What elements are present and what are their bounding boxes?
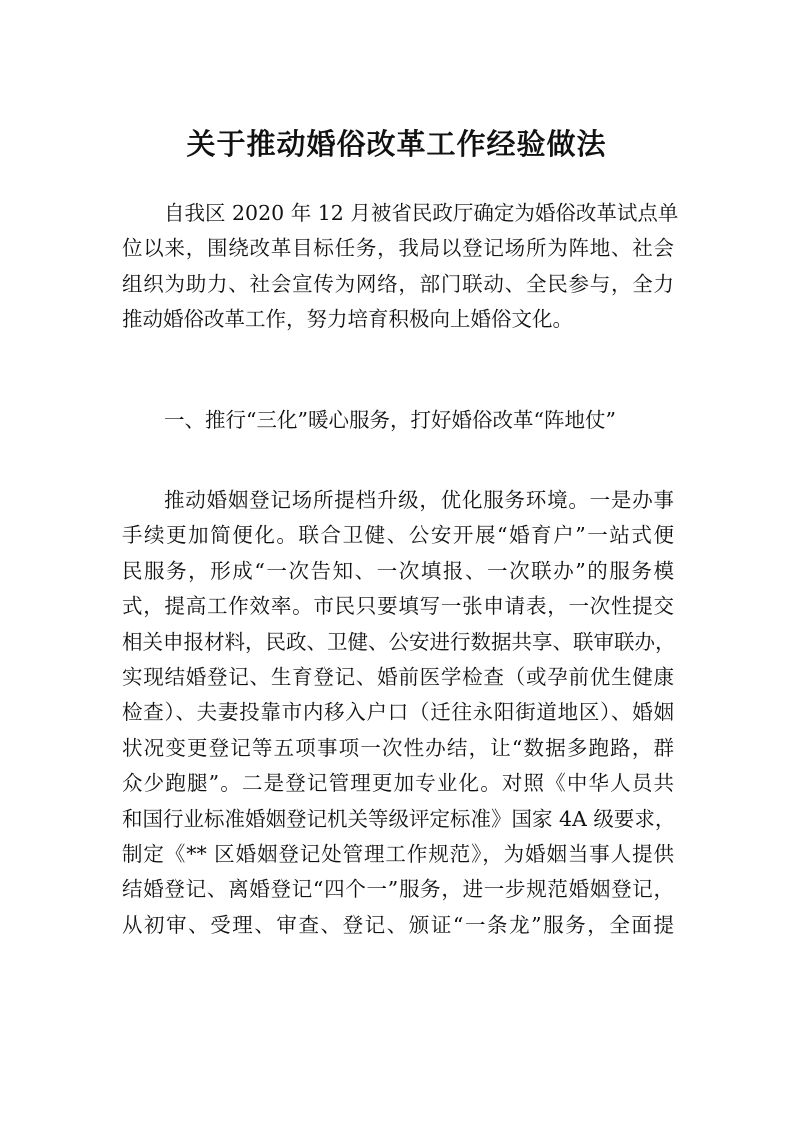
document-title: 关于推动婚俗改革工作经验做法 <box>186 127 607 161</box>
intro-paragraph <box>122 196 679 338</box>
paragraph-line: 相关申报材料，民政、卫健、公安进行数据共享、联审联办， <box>122 629 676 654</box>
paragraph-line: 组织为助力、社会宣传为网络，部门联动、全民参与，全力 <box>122 271 674 296</box>
paragraph-line: 推动婚俗改革工作，努力培育积极向上婚俗文化。 <box>122 307 573 332</box>
body-paragraph <box>122 483 674 943</box>
paragraph-line: 和国行业标准婚姻登记机关等级评定标准》国家 4A 级要求， <box>122 806 676 831</box>
paragraph-line: 结婚登记、离婚登记“四个一”服务，进一步规范婚姻登记， <box>122 877 674 902</box>
paragraph-line: 民服务，形成“一次告知、一次填报、一次联办”的服务模 <box>122 558 674 583</box>
section-heading-text: 一、推行“三化”暖心服务，打好婚俗改革“阵地仗” <box>164 408 616 432</box>
paragraph-line: 从初审、受理、审查、登记、颁证“一条龙”服务，全面提 <box>122 912 674 937</box>
paragraph-line: 实现结婚登记、生育登记、婚前医学检查（或孕前优生健康 <box>122 664 674 689</box>
paragraph-line: 位以来，围绕改革目标任务，我局以登记场所为阵地、社会 <box>122 236 674 261</box>
section-heading <box>164 403 674 438</box>
paragraph-line: 式，提高工作效率。市民只要填写一张申请表，一次性提交 <box>122 594 674 619</box>
paragraph-line: 状况变更登记等五项事项一次性办结，让“数据多跑路，群 <box>122 735 674 760</box>
paragraph-line: 手续更加简便化。联合卫健、公安开展“婚育户”一站式便 <box>122 523 674 548</box>
paragraph-line: 制定《** 区婚姻登记处管理工作规范》，为婚姻当事人提供 <box>122 841 674 866</box>
paragraph-line: 检查）、夫妻投靠市内移入户口（迁往永阳街道地区）、婚姻 <box>122 700 674 725</box>
paragraph-line: 推动婚姻登记场所提档升级，优化服务环境。一是办事 <box>164 488 674 512</box>
paragraph-line: 众少跑腿”。二是登记管理更加专业化。对照《中华人员共 <box>122 771 674 796</box>
paragraph-line: 自我区 2020 年 12 月被省民政厅确定为婚俗改革试点单 <box>164 201 679 225</box>
